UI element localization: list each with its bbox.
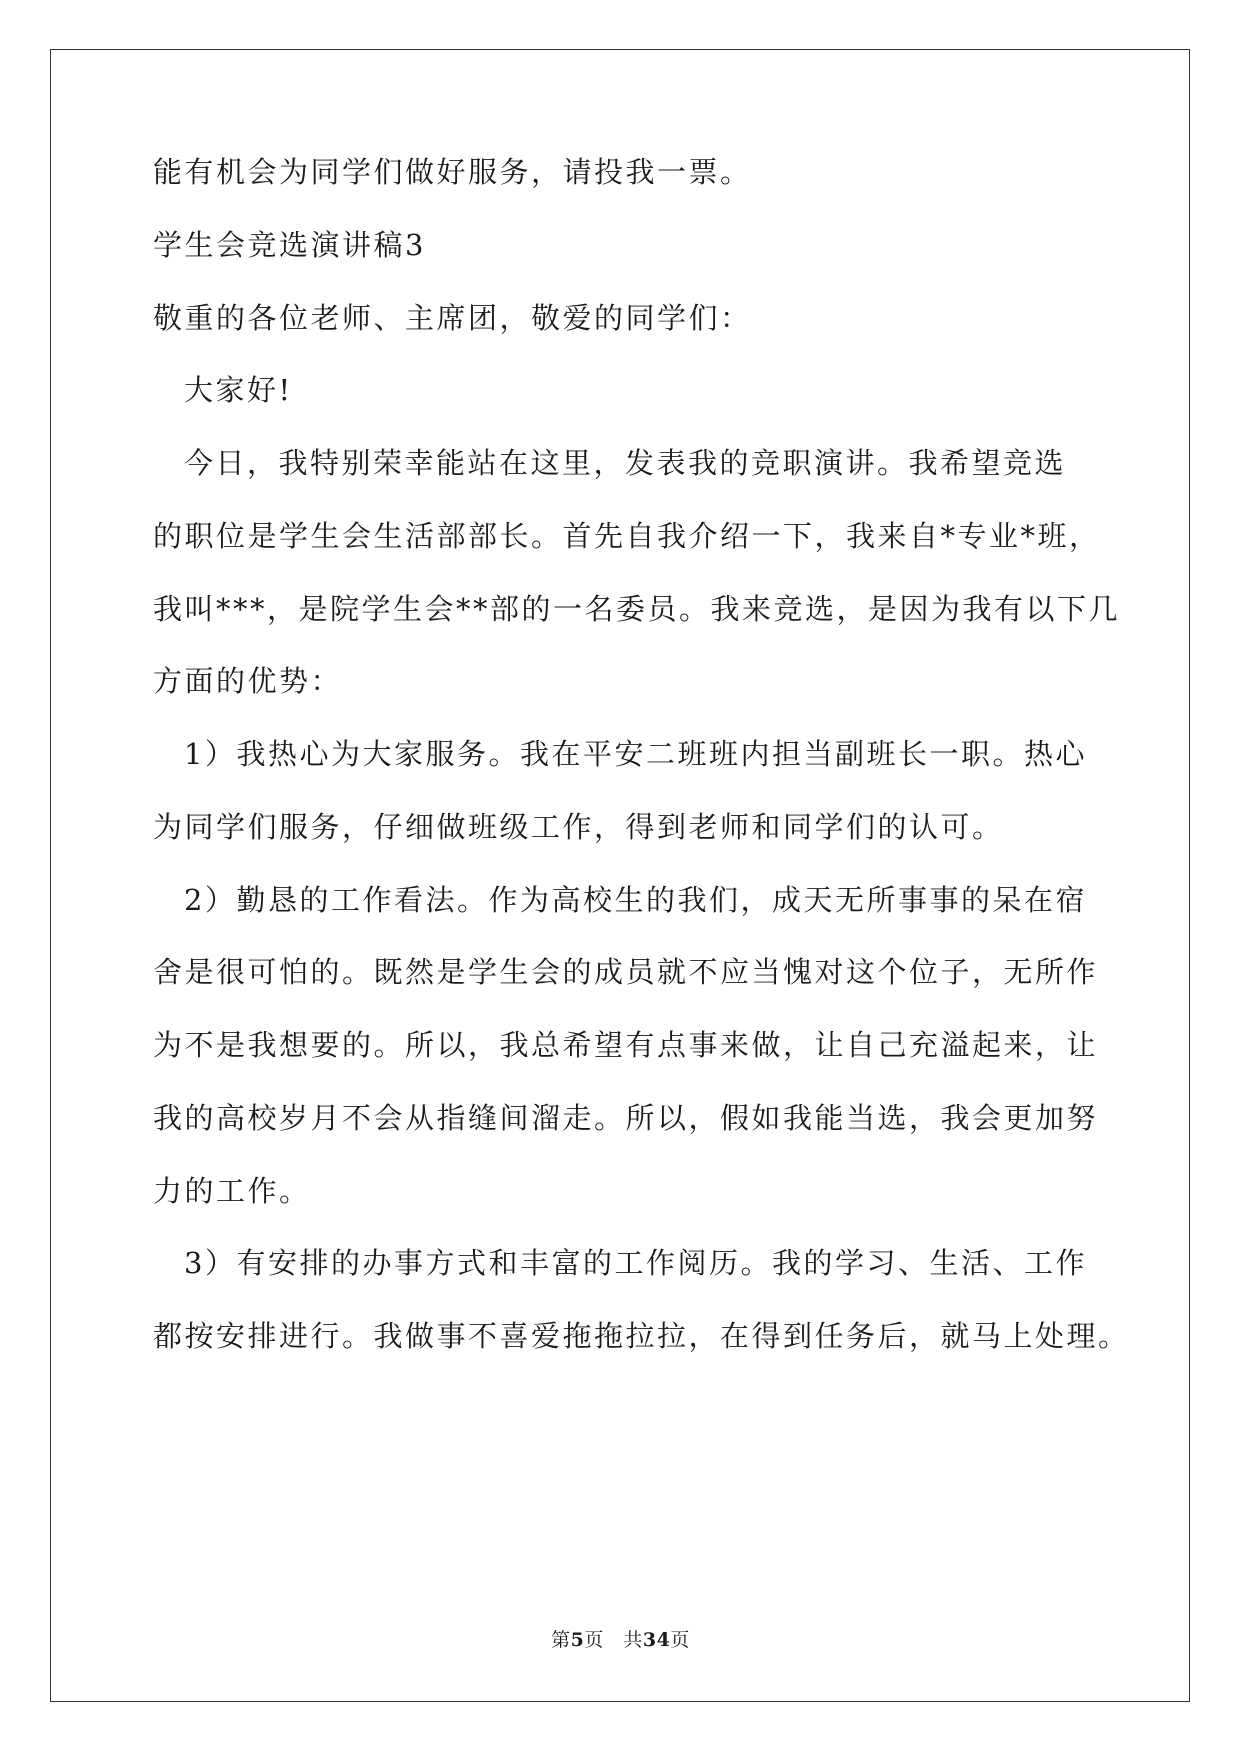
page-border <box>50 49 1190 1702</box>
greeting: 大家好! <box>184 373 293 407</box>
text-line: 都按安排进行。我做事不喜爱拖拖拉拉，在得到任务后，就马上处理。 <box>153 1319 1130 1353</box>
text-line: 能有机会为同学们做好服务，请投我一票。 <box>153 155 752 189</box>
text-line: 为不是我想要的。所以，我总希望有点事来做，让自己充溢起来，让 <box>153 1028 1099 1062</box>
current-page-number: 5 <box>570 1629 585 1651</box>
section-heading: 学生会竞选演讲稿3 <box>153 228 426 262</box>
footer-suffix: 页 <box>670 1629 690 1651</box>
text-line: 方面的优势： <box>153 664 343 698</box>
text-line: 2）勤恳的工作看法。作为高校生的我们，成天无所事事的呆在宿 <box>184 883 1087 917</box>
footer-mid: 页 共 <box>584 1629 643 1651</box>
text-line: 的职位是学生会生活部部长。首先自我介绍一下，我来自*专业*班， <box>153 519 1101 553</box>
text-line: 舍是很可怕的。既然是学生会的成员就不应当愧对这个位子，无所作 <box>153 955 1099 989</box>
page-number-footer <box>0 1628 1241 1652</box>
text-line: 我的高校岁月不会从指缝间溜走。所以，假如我能当选，我会更加努 <box>153 1101 1099 1135</box>
footer-prefix: 第 <box>551 1629 571 1651</box>
text-line: 为同学们服务，仔细做班级工作，得到老师和同学们的认可。 <box>153 810 1004 844</box>
text-line: 今日，我特别荣幸能站在这里，发表我的竞职演讲。我希望竞选 <box>184 446 1067 480</box>
text-line: 我叫***，是院学生会**部的一名委员。我来竞选，是因为我有以下几 <box>153 592 1121 626</box>
text-line: 3）有安排的办事方式和丰富的工作阅历。我的学习、生活、工作 <box>184 1246 1087 1280</box>
text-line: 力的工作。 <box>153 1174 311 1208</box>
text-line: 1）我热心为大家服务。我在平安二班班内担当副班长一职。热心 <box>184 737 1087 771</box>
total-pages-number: 34 <box>642 1629 671 1651</box>
salutation: 敬重的各位老师、主席团，敬爱的同学们： <box>153 301 752 335</box>
